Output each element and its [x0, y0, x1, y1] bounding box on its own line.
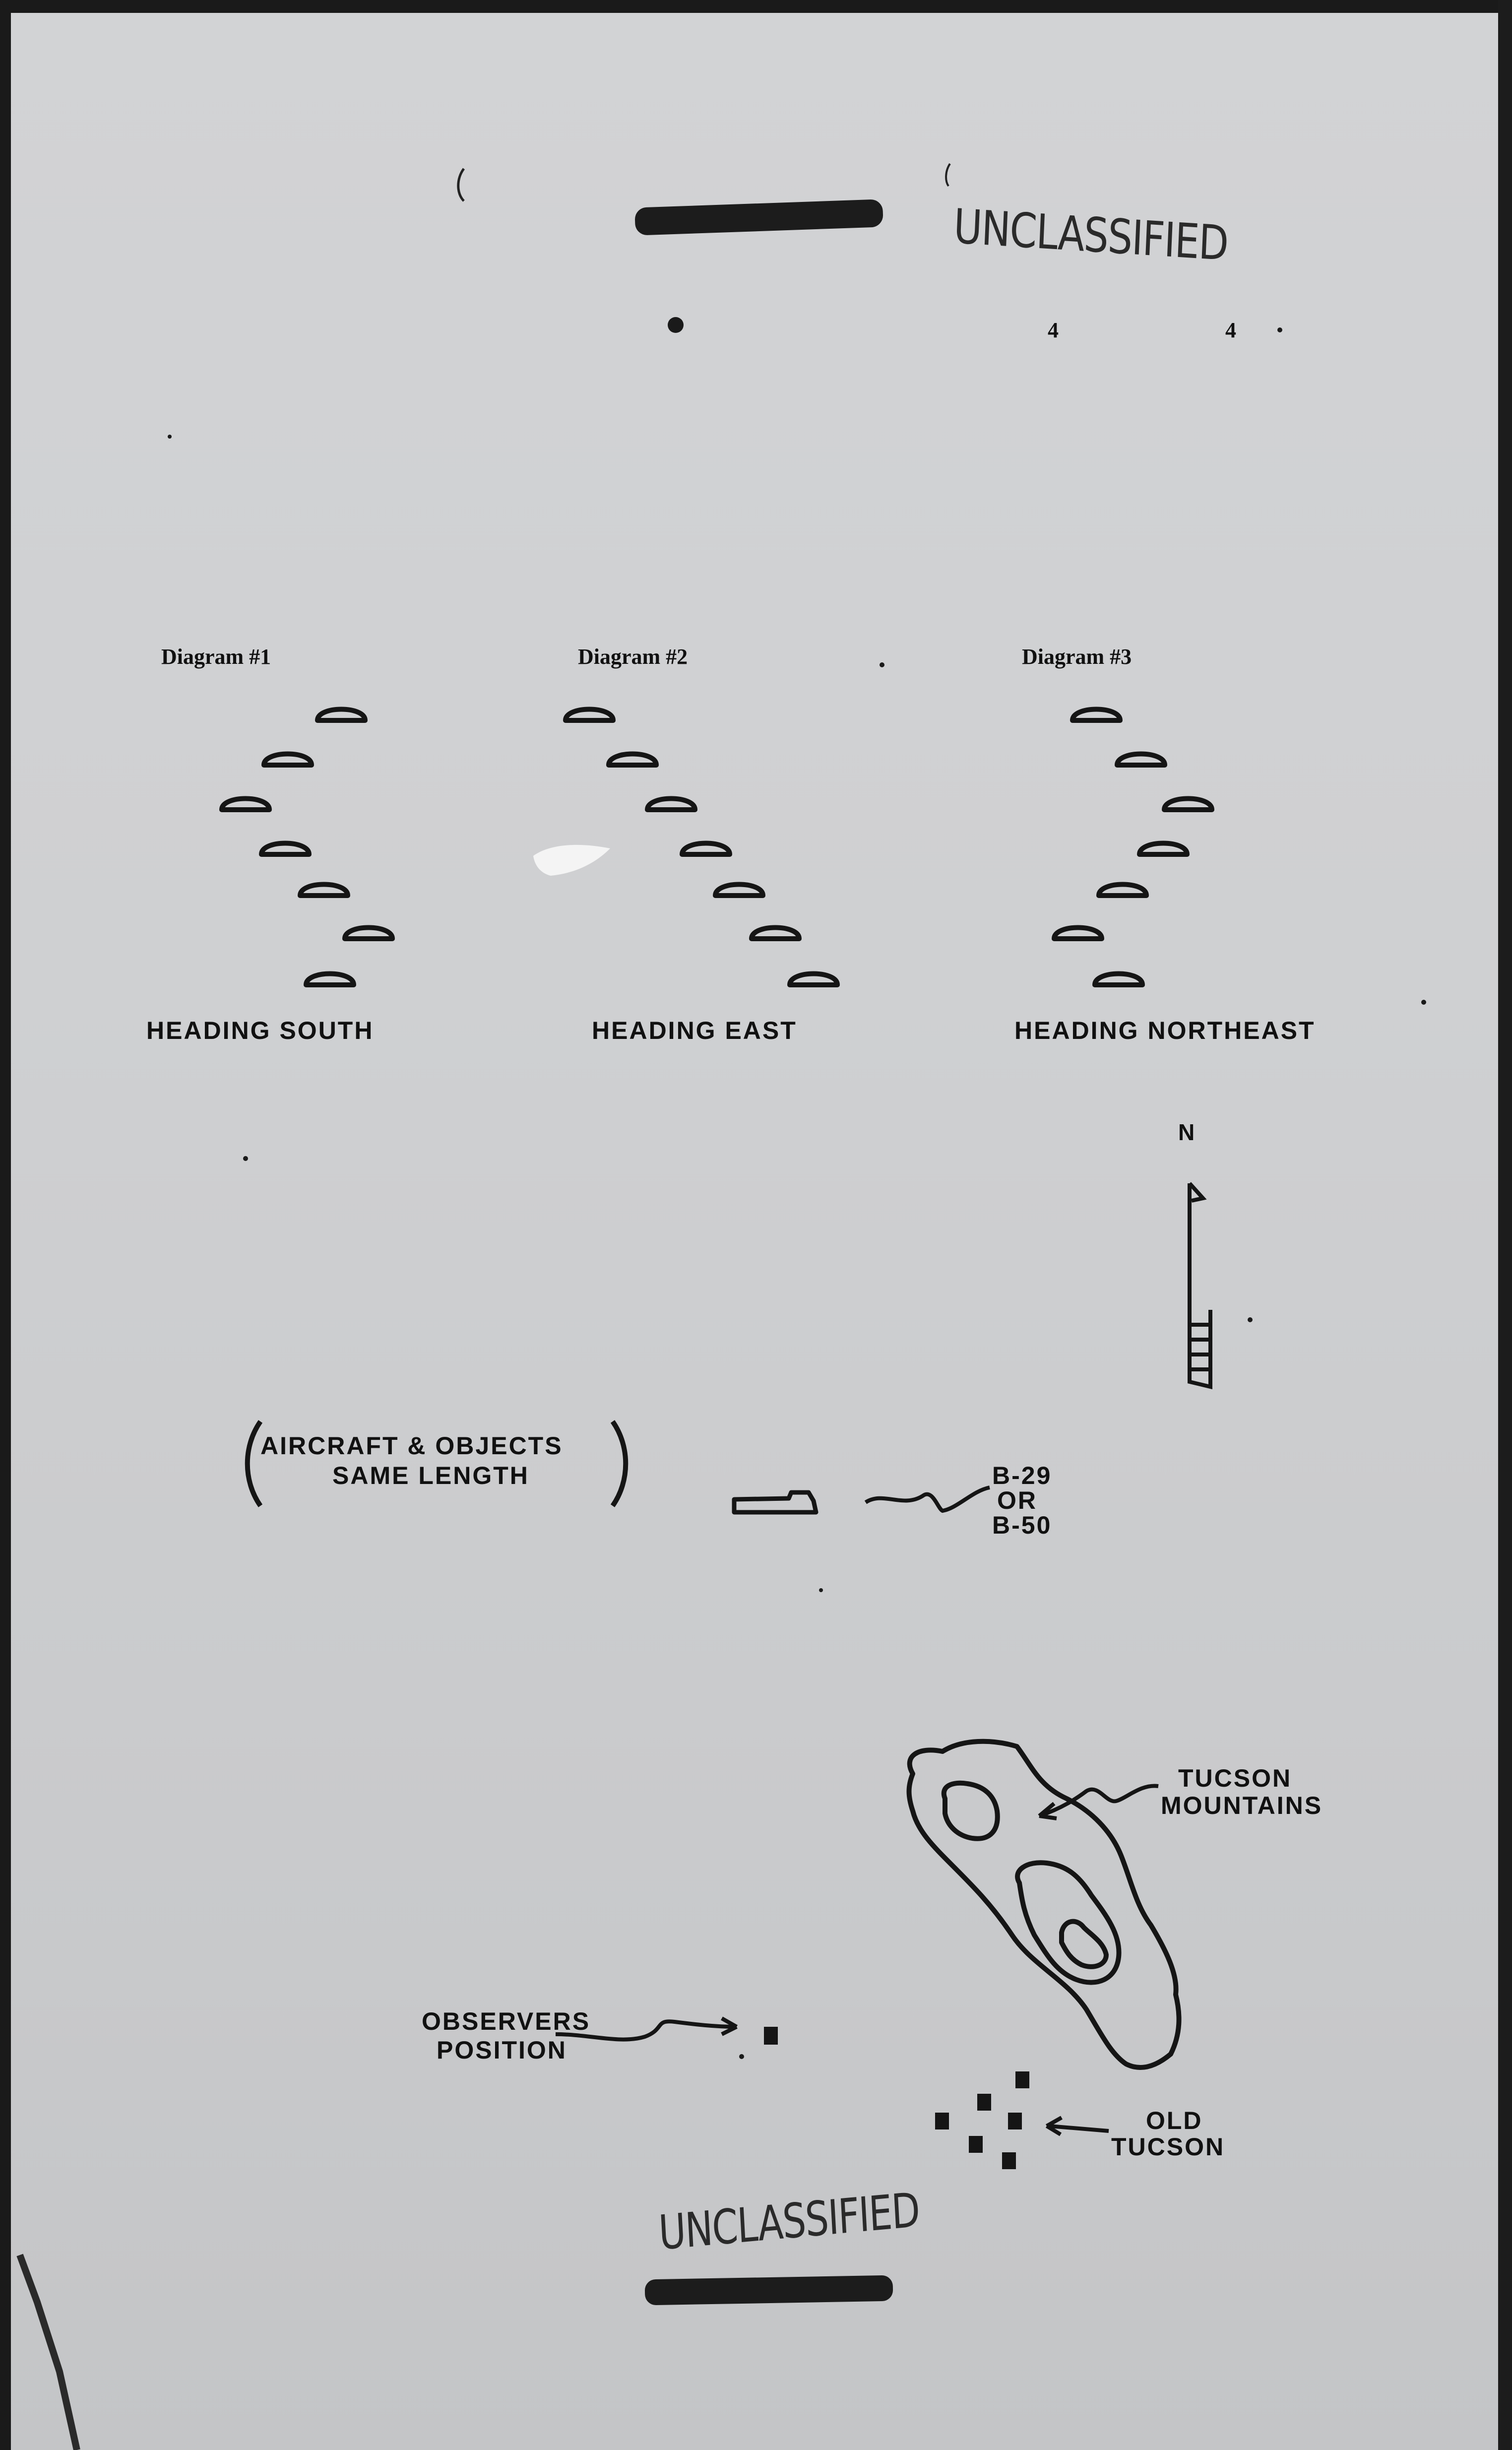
observer-label-line1: OBSERVERS — [422, 2007, 591, 2035]
page-mark-left: 4 — [1048, 318, 1059, 342]
object-shape — [715, 885, 763, 896]
leader-line-town — [1049, 2126, 1109, 2131]
aircraft-type-line3: B-50 — [992, 1511, 1052, 1539]
object-shape — [682, 843, 730, 855]
compass-north-label: N — [1178, 1119, 1197, 1145]
object-shape — [752, 928, 799, 939]
diagram-2-title: Diagram #2 — [578, 645, 688, 669]
diagram-2-formation — [566, 709, 837, 985]
object-shape — [264, 754, 312, 766]
object-shape — [609, 754, 656, 766]
mountains-label-line2: MOUNTAINS — [1161, 1792, 1323, 1819]
unclassified-stamp-bottom: UNCLASSIFIED — [657, 2182, 921, 2261]
object-shape — [566, 709, 613, 721]
leader-line-mountains — [1039, 1786, 1158, 1816]
object-shape — [1072, 709, 1120, 721]
diagram-1-title: Diagram #1 — [161, 645, 271, 669]
leader-line-observer — [556, 2021, 737, 2039]
aircraft-type-line1: B-29 — [992, 1462, 1052, 1489]
aircraft-note-line2: SAME LENGTH — [332, 1462, 529, 1489]
town-label-line2: TUCSON — [1111, 2133, 1225, 2161]
town-label-line1: OLD — [1146, 2107, 1203, 2134]
paper-blemish — [533, 845, 610, 876]
mountains-label-line1: TUCSON — [1178, 1764, 1292, 1792]
object-shape — [345, 928, 392, 939]
building-icon — [1015, 2071, 1029, 2088]
aircraft-note-line1: AIRCRAFT & OBJECTS — [260, 1432, 563, 1460]
diagram-1-caption: HEADING SOUTH — [146, 1017, 374, 1044]
object-shape — [222, 799, 269, 810]
diagram-3-formation — [1054, 709, 1212, 985]
object-shape — [647, 799, 695, 810]
diagram-1-formation — [222, 709, 392, 985]
building-icon — [935, 2113, 949, 2129]
object-shape — [1117, 754, 1165, 766]
object-shape — [261, 843, 309, 855]
observer-label-line2: POSITION — [437, 2036, 567, 2064]
unclassified-stamp-top: UNCLASSIFIED — [952, 198, 1229, 272]
bracket-right — [613, 1421, 626, 1506]
bracket-left — [248, 1421, 260, 1506]
object-shape — [317, 709, 365, 721]
diagram-3-caption: HEADING NORTHEAST — [1014, 1017, 1316, 1044]
north-arrow-icon — [1190, 1183, 1210, 1387]
building-icon — [969, 2136, 983, 2153]
aircraft-type-line2: OR — [997, 1486, 1037, 1514]
building-icon — [1008, 2113, 1022, 2129]
observer-position-marker — [764, 2027, 778, 2045]
page-mark-right: 4 — [1225, 318, 1236, 342]
object-shape — [1139, 843, 1187, 855]
scan-specks — [168, 317, 1426, 2059]
object-shape — [1095, 974, 1142, 985]
building-icon — [1002, 2152, 1016, 2169]
leader-line-aircraft — [866, 1487, 990, 1511]
object-shape — [1099, 885, 1146, 896]
object-shape — [790, 974, 837, 985]
diagram-2-caption: HEADING EAST — [592, 1017, 797, 1044]
diagram-3-title: Diagram #3 — [1022, 645, 1132, 669]
object-shape — [1164, 799, 1212, 810]
object-shape — [306, 974, 354, 985]
object-shape — [300, 885, 348, 896]
building-icon — [977, 2094, 991, 2111]
object-shape — [1054, 928, 1102, 939]
old-tucson-buildings — [935, 2071, 1029, 2169]
aircraft-icon — [734, 1492, 816, 1512]
